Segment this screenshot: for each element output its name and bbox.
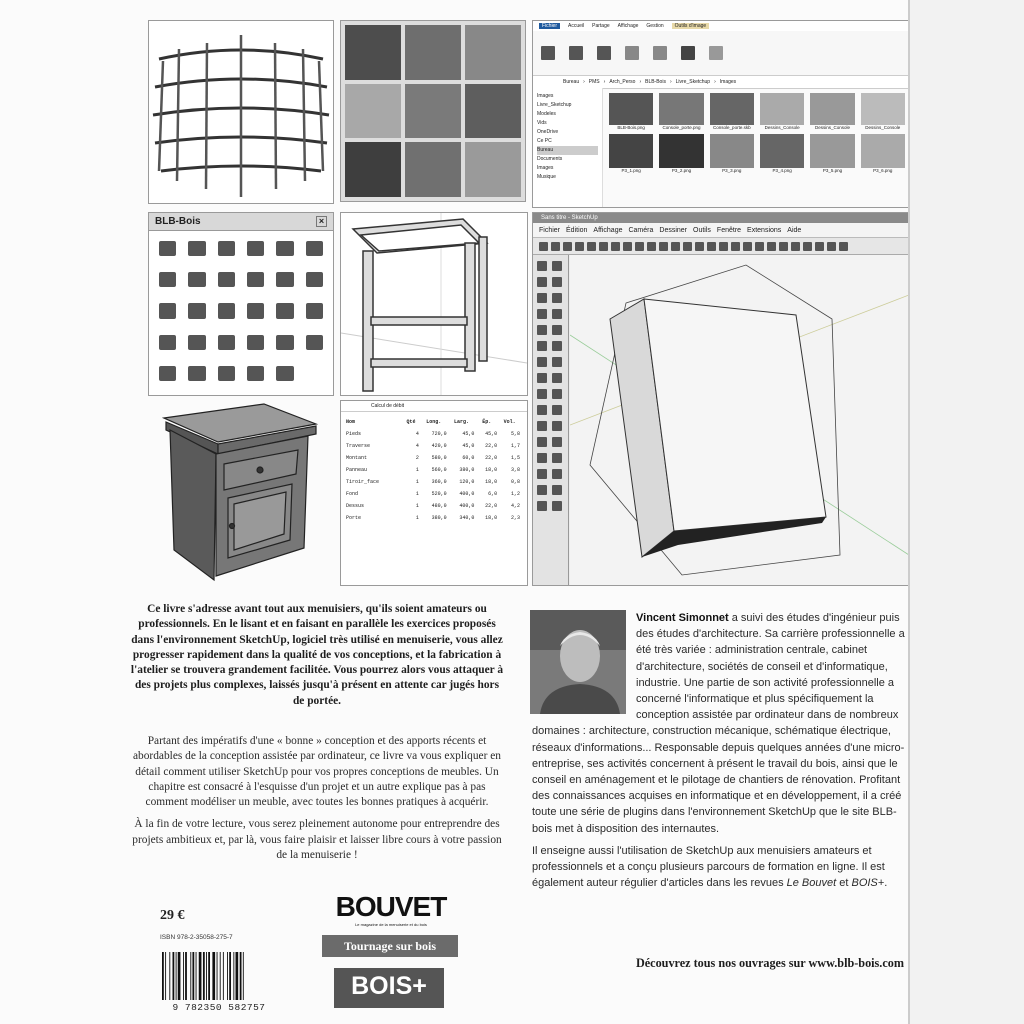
sheet-header: Vol.	[503, 419, 516, 425]
drawer-icon[interactable]	[218, 335, 235, 350]
table-row	[345, 451, 521, 463]
table-cell: 720,0	[431, 431, 447, 437]
table-cell: 1,2	[510, 491, 520, 497]
table-row	[345, 511, 521, 523]
barcode-bar	[192, 952, 194, 1000]
table-cell: 3,8	[510, 467, 520, 473]
thumbnail[interactable]: P3_1.png	[609, 134, 653, 173]
explorer-tab[interactable]: Gestion	[646, 23, 664, 29]
follow-me-icon[interactable]	[552, 373, 562, 383]
barcode-bar	[227, 952, 228, 1000]
rotate-icon[interactable]	[537, 373, 547, 383]
menu-item[interactable]: Extensions	[747, 226, 782, 234]
table-cell: 580,0	[431, 455, 447, 461]
barcode-bar	[240, 952, 242, 1000]
tree-item[interactable]: Vids	[537, 120, 547, 126]
table-cell: 520,0	[431, 491, 447, 497]
bio-paragraph	[532, 843, 906, 892]
book-edge	[908, 0, 1024, 1024]
sheet-table	[345, 418, 521, 523]
table-row	[345, 475, 521, 487]
table-cell: Dessus	[346, 503, 365, 509]
bois-plus-logo: BOIS+	[334, 968, 444, 1008]
drawer-icon[interactable]	[159, 335, 176, 350]
joint-icon[interactable]	[159, 272, 176, 287]
table-cell: 380,0	[459, 467, 475, 473]
saw-icon[interactable]	[188, 241, 205, 256]
explorer-tab[interactable]: Affichage	[617, 23, 639, 29]
menu-item[interactable]: Édition	[566, 226, 588, 234]
barcode-bar	[220, 952, 221, 1000]
wireframe-icon[interactable]	[839, 242, 848, 251]
thumbnail[interactable]: Dessins_Console	[861, 93, 905, 130]
thumbnail[interactable]: Dessins_Console	[760, 93, 804, 130]
author-bio	[532, 610, 906, 897]
bouvet-wordmark: BOUVET	[335, 891, 447, 922]
barcode-bar	[233, 952, 234, 1000]
bouvet-logo	[326, 892, 456, 928]
texture-swatch	[465, 142, 521, 197]
price: 29 €	[160, 908, 185, 923]
magazine-name: BOIS+	[851, 877, 885, 890]
drawer-icon[interactable]	[247, 335, 264, 350]
thumbnail[interactable]: Console_porte.png	[659, 93, 703, 130]
wave-shelf-drawing	[149, 21, 333, 203]
description-paragraph: À la fin de votre lecture, vous serez pleinement autonome pour entreprendre des projets ambitieux et, par là, vous faire plaisir et laisser libre cours à votre passion de la menuiserie !	[132, 818, 502, 862]
barcode-bar	[212, 952, 215, 1000]
thumbnail[interactable]: P3_3.png	[710, 134, 754, 173]
intro-paragraph: Ce livre s'adresse avant tout aux menuisiers, qu'ils soient amateurs ou professionnels. En le lisant et en faisant en parallèle les exercices proposés dans l'environnement SketchUp, logiciel très utilisé en menuiserie, vous allez progresser rapidement dans la qualité de vos conceptions, et la fabrication à l'atelier se trouvera grandement facilitée. Vous pourrez alors vous attaquer à des projets plus complexes, laissés jusqu'à présent en attente car jugés hors de portée.	[130, 603, 504, 707]
tree-item[interactable]: Livre_Sketchup	[537, 102, 572, 108]
offset-icon[interactable]	[552, 389, 562, 399]
table-cell: 380,0	[431, 515, 447, 521]
tree-item[interactable]: Modeles	[537, 111, 556, 117]
panel-icon[interactable]	[276, 241, 293, 256]
barcode-bar	[236, 952, 239, 1000]
sketchup-titlebar: Sans titre - SketchUp	[533, 213, 909, 223]
table-cell: Porte	[346, 515, 362, 521]
table-row	[345, 487, 521, 499]
thumbnail[interactable]: BLB-Bois.png	[609, 93, 653, 130]
zoom-window-icon[interactable]	[552, 469, 562, 479]
barcode-bar	[173, 952, 175, 1000]
rectangle-icon[interactable]	[575, 242, 584, 251]
iso-view-icon[interactable]	[755, 242, 764, 251]
path-segment[interactable]: Livre_Sketchup	[675, 79, 711, 85]
board-icon[interactable]	[306, 241, 323, 256]
barcode-bar	[185, 952, 187, 1000]
barcode-bar	[165, 952, 166, 1000]
thumbnail[interactable]: Console_porte.skb	[710, 93, 754, 130]
texture-swatch	[405, 25, 461, 80]
explorer-ribbon-tab[interactable]: Outils d'image	[672, 23, 710, 29]
thumbnail[interactable]: P3_5.png	[810, 134, 854, 173]
frame-illustration	[340, 212, 528, 396]
texture-swatch	[465, 25, 521, 80]
barcode-bar	[217, 952, 218, 1000]
table-cell: 1	[415, 479, 419, 485]
left-view-icon[interactable]	[815, 242, 824, 251]
texture-swatch	[345, 25, 401, 80]
explorer-tab[interactable]: Partage	[592, 23, 610, 29]
barcode-bar	[203, 952, 205, 1000]
table-row	[345, 463, 521, 475]
properties-icon[interactable]	[709, 46, 723, 60]
table-cell: 60,0	[462, 455, 475, 461]
table-cell: 18,0	[485, 515, 498, 521]
look-around-icon[interactable]	[552, 485, 562, 495]
barcode-bar	[183, 952, 184, 1000]
table-row	[345, 499, 521, 511]
barcode-bar	[196, 952, 197, 1000]
blb-logo-icon[interactable]	[159, 241, 176, 256]
texture-icon[interactable]	[188, 366, 205, 381]
table-cell: 18,0	[485, 467, 498, 473]
address-bar[interactable]: Bureau › PMS › Arch_Perso › BLB-Bois › Livre_Sketchup › Images	[533, 76, 909, 89]
sketchup-menubar	[533, 223, 909, 238]
front-view-icon[interactable]	[779, 242, 788, 251]
path-segment[interactable]: BLB-Bois	[645, 79, 666, 85]
menu-item[interactable]: Caméra	[628, 226, 654, 234]
sheet-header: Larg.	[453, 419, 469, 425]
text-icon[interactable]	[683, 242, 692, 251]
barcode-bar	[169, 952, 170, 1000]
protractor-icon[interactable]	[537, 421, 547, 431]
drawer-icon[interactable]	[188, 335, 205, 350]
sheet-header: Long.	[426, 419, 442, 425]
circle-icon[interactable]	[587, 242, 596, 251]
table-cell: 45,0	[462, 443, 475, 449]
table-cell: 340,0	[459, 515, 475, 521]
panel-model-drawing	[570, 255, 909, 585]
table-cell: 6,0	[488, 491, 498, 497]
table-cell: Fond	[346, 491, 359, 497]
tree-item[interactable]: Documents	[537, 156, 563, 162]
barcode-bar	[243, 952, 244, 1000]
tournage-logo: Tournage sur bois	[322, 935, 458, 957]
palette-title: BLB-Bois	[155, 216, 201, 227]
push-pull-icon[interactable]	[552, 357, 562, 367]
rotate-icon[interactable]	[635, 242, 644, 251]
bio-text: Il enseigne aussi l'utilisation de SketchUp aux menuisiers amateurs et professionnels et a conçu plusieurs parcours de formation en ligne. Il est également auteur régulier d'articles dans les revues	[532, 844, 885, 890]
tree-item[interactable]: OneDrive	[537, 129, 559, 135]
palette-titlebar	[149, 213, 333, 231]
table-cell: 4	[415, 431, 419, 437]
select-icon[interactable]	[539, 242, 548, 251]
back-view-icon[interactable]	[803, 242, 812, 251]
table-cell: 1,7	[510, 443, 520, 449]
arc-icon[interactable]	[306, 335, 323, 350]
thumbnail-grid	[609, 93, 905, 173]
table-cell: 22,0	[485, 455, 498, 461]
folder-tree	[533, 88, 603, 207]
sketchup-window	[532, 212, 910, 586]
author-name: Vincent Simonnet	[636, 612, 729, 624]
explorer-ribbon	[533, 31, 909, 76]
table-cell: Panneau	[346, 467, 368, 473]
texture-swatch	[345, 84, 401, 139]
tenon-icon[interactable]	[306, 303, 323, 318]
panel-icon[interactable]	[247, 241, 264, 256]
barcode-bar	[229, 952, 231, 1000]
table-cell: 1	[415, 467, 419, 473]
tenon-icon[interactable]	[276, 303, 293, 318]
tree-item[interactable]: Ce PC	[537, 138, 552, 144]
wood-textures-grid	[340, 20, 526, 202]
thumbnail[interactable]: P3_4.png	[760, 134, 804, 173]
barcode-number: 9 782350 582757	[156, 1002, 282, 1013]
table-cell: 1,5	[510, 455, 520, 461]
barcode-bar	[223, 952, 224, 1000]
section-icon[interactable]	[537, 501, 547, 511]
table-cell: 2	[415, 455, 419, 461]
gear-icon[interactable]	[247, 366, 264, 381]
rotated-rect-icon[interactable]	[552, 309, 562, 319]
axes-icon[interactable]	[537, 437, 547, 447]
menu-item[interactable]: Fichier	[539, 226, 561, 234]
texture-swatch	[405, 84, 461, 139]
texture-swatch	[465, 84, 521, 139]
menu-item[interactable]: Fenêtre	[716, 226, 742, 234]
close-icon[interactable]: ×	[316, 216, 327, 227]
table-cell: 120,0	[459, 479, 475, 485]
move-icon[interactable]	[623, 242, 632, 251]
nightstand-drawing	[148, 400, 332, 584]
table-cell: 4	[415, 443, 419, 449]
table-cell: 22,0	[485, 503, 498, 509]
website-link[interactable]: Découvrez tous nos ouvrages sur www.blb-bois.com	[635, 956, 904, 970]
table-cell: 1	[415, 515, 419, 521]
paint-icon[interactable]	[695, 242, 704, 251]
sheet-header: Ép.	[482, 419, 492, 425]
table-cell: 560,0	[431, 467, 447, 473]
joint-icon[interactable]	[218, 272, 235, 287]
push-pull-icon[interactable]	[611, 242, 620, 251]
tree-item[interactable]: Images	[537, 93, 554, 99]
table-row	[345, 439, 521, 451]
bio-text: a suivi des études d'ingénieur puis des études d'architecture. Sa carrière professionnelle a été très variée : administration centrale, cabinet d'architecture, sociétés de conseil et d'informatique, industrie. Une partie de son activité professionnelle a concerné l'informatique et plus spécifiquement la conception assistée par ordinateur dans de nombreux domaines : architecture, construction mécanique, schématique électrique, réseaux d'informations... Responsable depuis quelques années d'une micro-entreprise, ses activités concernent à présent le travail du bois, ainsi que le conseil en aménagement et le pilotage de chantiers de rénovation. Profitant des connaissances acquises en informatique et en développement, il a créé toute une série de plugins dans l'environnement SketchUp que le site BLB-bois met à disposition des internautes.	[532, 612, 905, 835]
tree-item[interactable]: Bureau	[537, 146, 598, 155]
description-paragraph: Partant des impératifs d'une « bonne » conception et des apports récents et abordables de la conception assistée par ordinateur, ce livre va vous expliquer en détail comment utiliser SketchUp pour vos propres conceptions de meubles. Un chapitre est consacré à l'esquisse d'un projet et un autre explique pas à pas comment modéliser un meuble, avec toutes les bonnes pratiques à acquérir.	[132, 735, 501, 809]
sketchup-side-toolbar	[533, 255, 569, 585]
top-view-icon[interactable]	[767, 242, 776, 251]
tape-icon[interactable]	[537, 405, 547, 415]
freehand-icon[interactable]	[552, 293, 562, 303]
paint-icon[interactable]	[537, 277, 547, 287]
tenon-icon[interactable]	[188, 303, 205, 318]
tenon-icon[interactable]	[247, 303, 264, 318]
pencil-icon[interactable]	[537, 293, 547, 303]
blb-bois-toolbar	[148, 212, 334, 396]
scale-icon[interactable]	[647, 242, 656, 251]
cursor-icon[interactable]	[218, 366, 235, 381]
walk-icon[interactable]	[537, 485, 547, 495]
thumbnail[interactable]: P3_6.png	[861, 134, 905, 173]
explorer-tabs	[533, 21, 909, 31]
joint-icon[interactable]	[247, 272, 264, 287]
eraser-icon[interactable]	[552, 277, 562, 287]
table-cell: 2,3	[510, 515, 520, 521]
nightstand-illustration	[148, 400, 332, 584]
table-cell: 22,0	[485, 443, 498, 449]
explorer-tab[interactable]: Fichier	[539, 23, 560, 29]
table-cell: 360,0	[431, 479, 447, 485]
explorer-tab[interactable]: Accueil	[568, 23, 585, 29]
table-cell: 400,0	[459, 503, 475, 509]
eraser-icon[interactable]	[551, 242, 560, 251]
barcode-bar	[199, 952, 202, 1000]
circle-icon[interactable]	[537, 325, 547, 335]
menu-item[interactable]: Affichage	[593, 226, 623, 234]
table-cell: 480,0	[431, 503, 447, 509]
sheet-header: Qté	[406, 419, 416, 425]
pie-icon[interactable]	[552, 341, 562, 351]
table-cell: Pieds	[346, 431, 362, 437]
orbit-icon[interactable]	[707, 242, 716, 251]
barcode-bar	[176, 952, 177, 1000]
thumbnail[interactable]: P3_2.png	[659, 134, 703, 173]
table-cell: 18,0	[485, 479, 498, 485]
path-segment[interactable]: Bureau	[563, 79, 580, 85]
path-segment[interactable]: Arch_Perso	[609, 79, 636, 85]
pin-icon[interactable]	[541, 46, 555, 60]
thumbnail[interactable]: Dessins_Console	[810, 93, 854, 130]
paste-icon[interactable]	[597, 46, 611, 60]
select-icon[interactable]	[537, 261, 547, 271]
pan-icon[interactable]	[552, 453, 562, 463]
tenon-icon[interactable]	[159, 303, 176, 318]
barcode-bar	[206, 952, 207, 1000]
cutting-list-spreadsheet	[340, 400, 528, 586]
menu-item[interactable]: Outils	[693, 226, 711, 234]
table-cell: 0,8	[510, 479, 520, 485]
table-cell: Tiroir_face	[346, 479, 380, 485]
xray-icon[interactable]	[827, 242, 836, 251]
component-icon[interactable]	[552, 261, 562, 271]
bucket-icon[interactable]	[159, 366, 176, 381]
bio-text: .	[884, 877, 888, 890]
3d-text-icon[interactable]	[552, 437, 562, 447]
table-cell: 4,2	[510, 503, 520, 509]
knob-icon[interactable]	[276, 366, 293, 381]
menu-item[interactable]: Dessiner	[659, 226, 688, 234]
pencil-icon[interactable]	[563, 242, 572, 251]
bouvet-tagline: Le magazine de la menuiserie et du bois	[355, 922, 427, 927]
bio-text: et	[836, 877, 852, 890]
barcode-bar	[178, 952, 181, 1000]
offset-icon[interactable]	[659, 242, 668, 251]
path-segment[interactable]: PMS	[588, 79, 600, 85]
table-cell: 1	[415, 491, 419, 497]
sheet-body	[345, 427, 521, 523]
tape-icon[interactable]	[671, 242, 680, 251]
rename-icon[interactable]	[653, 46, 667, 60]
tree-item[interactable]: Musique	[537, 174, 556, 180]
barcode-bar	[190, 952, 191, 1000]
table-cell: Traverse	[346, 443, 371, 449]
texture-swatch	[405, 142, 461, 197]
menu-item[interactable]: Aide	[787, 226, 802, 234]
orbit-icon[interactable]	[537, 453, 547, 463]
position-camera-icon[interactable]	[552, 501, 562, 511]
barcode	[160, 952, 278, 1008]
palette-tools	[149, 231, 333, 391]
texture-swatch	[345, 142, 401, 197]
zoom-icon[interactable]	[731, 242, 740, 251]
joint-icon[interactable]	[188, 272, 205, 287]
barcode-bar	[208, 952, 210, 1000]
rectangle-icon[interactable]	[537, 309, 547, 319]
move-icon[interactable]	[625, 46, 639, 60]
path-segment[interactable]: Images	[719, 79, 737, 85]
sketchup-toolbar	[533, 238, 909, 255]
zoom-extents-icon[interactable]	[743, 242, 752, 251]
table-frame-drawing	[341, 213, 527, 395]
drawer-icon[interactable]	[276, 335, 293, 350]
table-cell: 45,0	[485, 431, 498, 437]
copy-icon[interactable]	[569, 46, 583, 60]
table-row	[345, 427, 521, 439]
table-cell: 420,0	[431, 443, 447, 449]
zoom-icon[interactable]	[537, 469, 547, 479]
arc-icon[interactable]	[599, 242, 608, 251]
table-cell: 1	[415, 503, 419, 509]
description	[128, 734, 506, 870]
magazine-name: Le Bouvet	[786, 877, 837, 890]
sketchup-canvas[interactable]	[570, 255, 909, 585]
tree-item[interactable]: Images	[537, 165, 554, 171]
table-cell: Montant	[346, 455, 368, 461]
arc-icon[interactable]	[537, 341, 547, 351]
right-view-icon[interactable]	[791, 242, 800, 251]
move-icon[interactable]	[537, 357, 547, 367]
list-icon[interactable]	[218, 241, 235, 256]
barcode-bar	[162, 952, 164, 1000]
polygon-icon[interactable]	[552, 325, 562, 335]
sheet-header: Nom	[346, 419, 356, 425]
delete-icon[interactable]	[681, 46, 695, 60]
table-cell: 45,0	[462, 431, 475, 437]
text-icon[interactable]	[552, 421, 562, 431]
dimension-icon[interactable]	[552, 405, 562, 415]
sheet-title: Calcul de débit	[341, 401, 527, 412]
scale-icon[interactable]	[537, 389, 547, 399]
file-explorer-screenshot	[532, 20, 910, 208]
joint-icon[interactable]	[306, 272, 323, 287]
shelf-illustration	[148, 20, 334, 204]
joint-icon[interactable]	[276, 272, 293, 287]
table-cell: 400,0	[459, 491, 475, 497]
tenon-icon[interactable]	[218, 303, 235, 318]
pan-icon[interactable]	[719, 242, 728, 251]
isbn: ISBN 978-2-35058-275-7	[160, 934, 233, 941]
table-cell: 5,8	[510, 431, 520, 437]
